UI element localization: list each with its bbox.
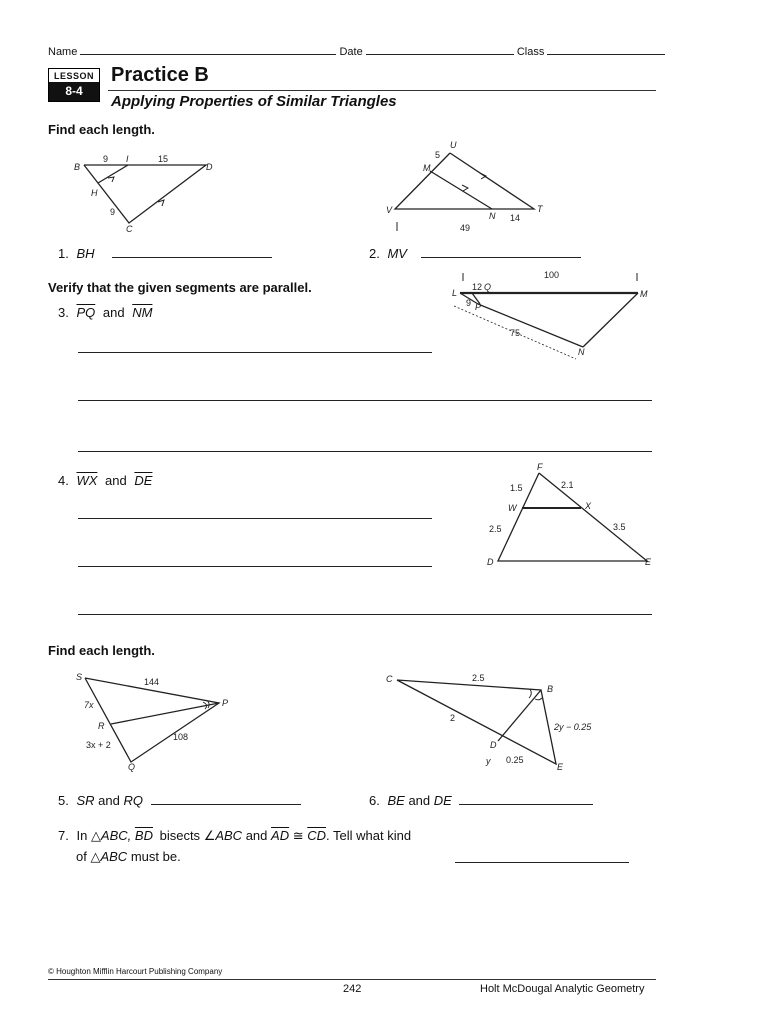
q4-answer-line-1[interactable] <box>78 518 432 519</box>
lesson-badge <box>48 68 100 102</box>
q3-seg1: $\overline{PQ}$ <box>76 305 96 320</box>
figure-5 <box>76 668 246 773</box>
fig6-label-c: C <box>386 674 393 684</box>
fig1-len-9-top: 9 <box>103 154 109 164</box>
fig4-label-d: D <box>487 557 494 567</box>
fig3-len-12: 12 <box>472 282 483 292</box>
figure-6 <box>380 668 630 778</box>
fig5-label-s: S <box>76 672 83 682</box>
fig4-label-f: F <box>537 462 543 472</box>
fig3-label-q: Q <box>484 282 492 292</box>
fig6-label-d: D <box>490 740 497 750</box>
q1-label: BH <box>76 246 95 261</box>
fig6-len-2y: 2y − 0.25 <box>554 722 592 732</box>
fig4-label-w: W <box>508 503 517 513</box>
q5-and: and <box>98 793 120 808</box>
question-6 <box>369 793 593 808</box>
figure-2 <box>380 137 550 237</box>
figure-1 <box>70 152 220 237</box>
lesson-number: 8-4 <box>49 82 99 101</box>
fig1-label-h: H <box>91 188 98 198</box>
q6-label2: DE <box>433 793 452 808</box>
fig6-len-y: y <box>486 756 491 766</box>
fig5-len-144: 144 <box>144 677 160 687</box>
q2-number: 2. <box>369 246 380 261</box>
fig6-label-b: B <box>547 684 554 694</box>
q5-number: 5. <box>58 793 69 808</box>
q7-tell: . Tell what kind <box>326 828 412 843</box>
fig3-len-75: 75 <box>510 328 521 338</box>
book-title: Holt McDougal Analytic Geometry <box>480 983 645 995</box>
q4-answer-line-2[interactable] <box>78 566 432 567</box>
q3-seg2: $\overline{NM}$ <box>132 305 153 320</box>
q5-answer-line[interactable] <box>151 793 301 805</box>
q6-and: and <box>408 793 431 808</box>
fig3-label-p: P <box>475 302 482 312</box>
lesson-label: LESSON <box>53 71 94 81</box>
question-3 <box>58 305 152 320</box>
name-field[interactable] <box>80 43 336 55</box>
q6-answer-line[interactable] <box>459 793 593 805</box>
fig1-len-9-side: 9 <box>110 207 116 217</box>
header-row <box>48 43 665 58</box>
q2-label: MV <box>387 246 407 261</box>
fig4-len-35: 3.5 <box>613 522 626 532</box>
fig1-len-15: 15 <box>158 154 169 164</box>
fig3-len-9: 9 <box>466 298 472 308</box>
q4-answer-line-3[interactable] <box>78 614 652 615</box>
title-rule <box>108 90 656 91</box>
q7-triangle-2: △ABC <box>90 849 128 864</box>
question-1 <box>58 246 272 261</box>
section1-heading: Find each length. <box>48 122 155 137</box>
fig1-label-d: D <box>206 162 213 172</box>
q1-number: 1. <box>58 246 69 261</box>
page-title: Practice B <box>111 64 209 86</box>
q3-answer-line-1[interactable] <box>78 352 432 353</box>
fig4-len-15: 1.5 <box>510 483 523 493</box>
question-7 <box>58 828 411 844</box>
q7-text-in: In <box>76 828 88 843</box>
fig4-len-21: 2.1 <box>561 480 574 490</box>
q3-number: 3. <box>58 305 69 320</box>
q7-seg-bd: $\overline{BD}$ <box>134 828 153 843</box>
q7-line2-pre: of <box>76 849 87 864</box>
fig3-label-n: N <box>578 347 585 357</box>
question-4 <box>58 473 152 488</box>
page-number: 242 <box>343 983 362 995</box>
date-field[interactable] <box>366 43 514 55</box>
fig2-len-14: 14 <box>510 213 521 223</box>
question-7-line2 <box>76 849 181 865</box>
fig6-len-25: 2.5 <box>472 673 485 683</box>
figure-4 <box>480 460 660 572</box>
q1-answer-line[interactable] <box>112 246 272 258</box>
fig2-label-u: U <box>450 140 457 150</box>
q7-number: 7. <box>58 828 69 843</box>
fig4-label-e: E <box>645 557 652 567</box>
fig6-len-025: 0.25 <box>506 755 524 765</box>
fig4-len-25: 2.5 <box>489 524 502 534</box>
fig2-len-49: 49 <box>460 223 471 233</box>
fig3-label-l: L <box>452 288 458 298</box>
section2-heading: Verify that the given segments are parallel. <box>48 280 312 295</box>
fig2-len-5: 5 <box>435 150 441 160</box>
fig2-label-t: T <box>537 204 543 214</box>
fig5-label-p: P <box>222 698 229 708</box>
fig2-label-m: M <box>423 163 431 173</box>
q5-label2: RQ <box>123 793 143 808</box>
fig3-len-100: 100 <box>544 270 560 280</box>
question-2 <box>369 246 581 261</box>
q7-line2-post: must be. <box>130 849 181 864</box>
q7-and: and <box>245 828 268 843</box>
q3-and: and <box>102 305 125 320</box>
name-label: Name <box>48 46 78 58</box>
fig5-label-q: Q <box>128 762 136 772</box>
class-label: Class <box>516 46 545 58</box>
question-5 <box>58 793 301 808</box>
q7-seg-cd: $\overline{CD}$ <box>307 828 327 843</box>
q6-label1: BE <box>387 793 405 808</box>
fig5-len-3x2: 3x + 2 <box>86 740 111 750</box>
q4-and: and <box>105 473 127 488</box>
q7-bisects: bisects <box>159 828 201 843</box>
q7-seg-ad: $\overline{AD}$ <box>271 828 290 843</box>
fig5-label-r: R <box>98 721 105 731</box>
q4-seg1: $\overline{WX}$ <box>76 473 98 488</box>
figure-3 <box>448 266 648 368</box>
fig6-len-2: 2 <box>450 713 456 723</box>
fig1-label-i: I <box>126 154 129 164</box>
q3-answer-line-3[interactable] <box>78 451 652 452</box>
q5-label1: SR <box>76 793 95 808</box>
copyright: © Houghton Mifflin Harcourt Publishing Company <box>48 967 223 976</box>
fig2-label-v: V <box>386 205 393 215</box>
footer-rule <box>48 979 656 980</box>
q2-answer-line[interactable] <box>421 246 581 258</box>
q7-angle: ∠ABC <box>203 828 243 843</box>
class-field[interactable] <box>547 43 665 55</box>
q4-number: 4. <box>58 473 69 488</box>
fig1-label-b: B <box>74 162 81 172</box>
fig5-len-x: 7x <box>84 700 94 710</box>
fig1-label-c: C <box>126 224 133 234</box>
q7-triangle: △ABC, <box>90 828 132 843</box>
fig4-label-x: X <box>585 501 592 511</box>
q4-seg2: $\overline{DE}$ <box>134 473 153 488</box>
fig6-label-e: E <box>557 762 564 772</box>
fig5-len-108: 108 <box>173 732 189 742</box>
q6-number: 6. <box>369 793 380 808</box>
page-subtitle: Applying Properties of Similar Triangles <box>111 93 397 110</box>
q7-answer-line[interactable] <box>455 862 629 863</box>
fig2-label-n: N <box>489 211 496 221</box>
q3-answer-line-2[interactable] <box>78 400 652 401</box>
fig3-label-m: M <box>640 289 648 299</box>
section3-heading: Find each length. <box>48 643 155 658</box>
date-label: Date <box>339 46 363 58</box>
q7-cong: ≅ <box>292 828 304 843</box>
